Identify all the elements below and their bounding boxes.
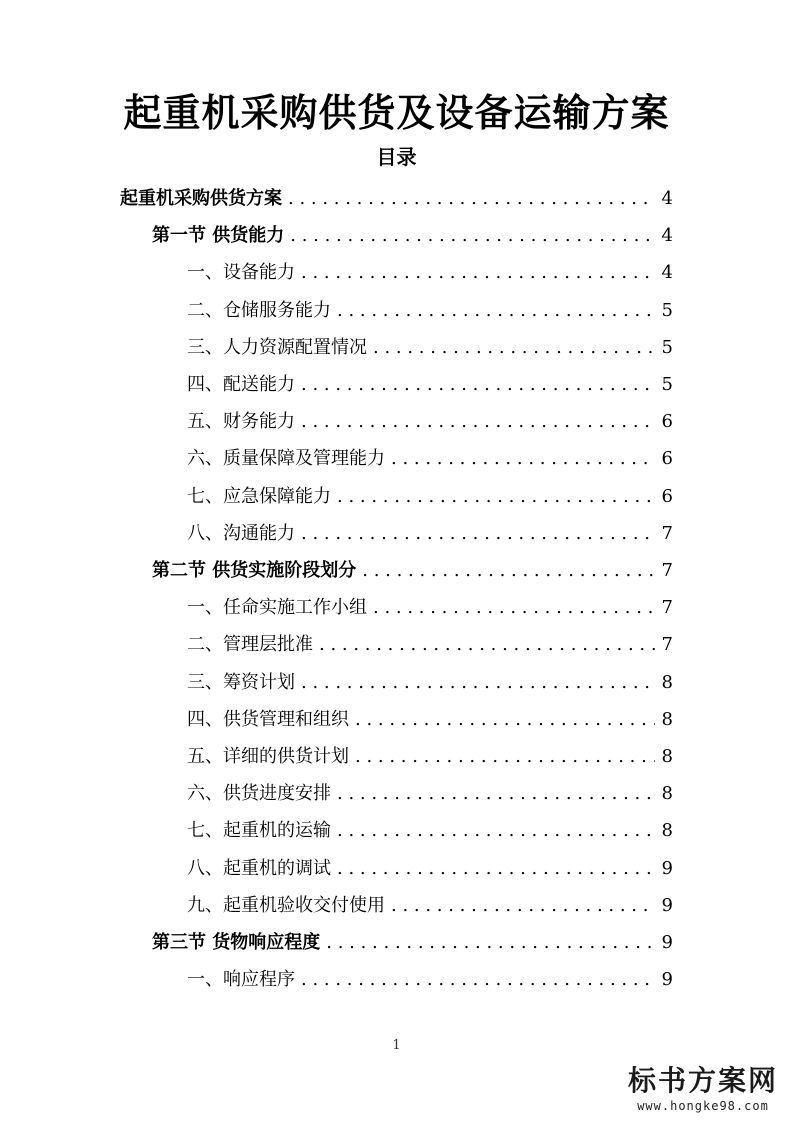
toc-entry[interactable] [187, 626, 673, 663]
toc-entry-page: 7 [661, 522, 673, 544]
toc-entry-page: 6 [661, 448, 673, 470]
toc-entry-page: 5 [661, 336, 673, 358]
toc-dot-leader [373, 329, 655, 366]
toc-entry-page: 5 [661, 299, 673, 321]
toc-entry[interactable] [187, 329, 673, 366]
toc-dot-leader [391, 440, 655, 477]
toc-entry[interactable] [187, 254, 673, 291]
toc-entry-label: 二、管理层批准 [187, 634, 313, 656]
toc-entry-page: 4 [661, 262, 673, 284]
toc-entry-label: 三、筹资计划 [187, 671, 295, 693]
toc-entry-label: 九、起重机验收交付使用 [187, 894, 385, 916]
toc-entry[interactable] [187, 961, 673, 998]
toc-entry[interactable] [152, 217, 673, 254]
toc-entry[interactable] [187, 812, 673, 849]
toc-entry[interactable] [187, 403, 673, 440]
toc-entry-label: 第一节 供货能力 [152, 225, 285, 247]
toc-entry-label: 一、响应程序 [187, 969, 295, 991]
toc-entry-page: 8 [661, 820, 673, 842]
toc-entry-label: 一、设备能力 [187, 262, 295, 284]
toc-dot-leader [362, 552, 655, 589]
toc-entry[interactable] [187, 887, 673, 924]
toc-entry-label: 三、人力资源配置情况 [187, 336, 367, 358]
toc-dot-leader [337, 478, 655, 515]
toc-entry[interactable] [187, 515, 673, 552]
toc-entry-page: 8 [661, 746, 673, 767]
toc-entry-page: 6 [661, 411, 673, 433]
toc-entry[interactable] [187, 440, 673, 477]
toc-dot-leader [288, 180, 655, 217]
toc-entry[interactable] [187, 738, 673, 775]
toc-entry-page: 7 [661, 560, 673, 581]
toc-dot-leader [301, 366, 655, 403]
toc-entry-label: 七、起重机的运输 [187, 820, 331, 842]
toc-entry-page: 9 [661, 932, 673, 953]
toc-entry[interactable] [187, 292, 673, 329]
toc-entry[interactable] [187, 664, 673, 701]
toc-entry-page: 9 [661, 857, 673, 879]
toc-entry-label: 第三节 货物响应程度 [152, 932, 321, 953]
toc-dot-leader [355, 738, 655, 775]
toc-dot-leader [337, 775, 655, 812]
toc-entry-page: 7 [661, 597, 673, 619]
toc-entry[interactable] [187, 850, 673, 887]
toc-entry-page: 7 [661, 634, 673, 656]
toc-entry-label: 二、仓储服务能力 [187, 299, 331, 321]
toc-dot-leader [337, 292, 655, 329]
toc-dot-leader [301, 664, 655, 701]
toc-entry-page: 8 [661, 708, 673, 730]
toc-dot-leader [373, 589, 655, 626]
toc-entry-label: 第二节 供货实施阶段划分 [152, 560, 357, 581]
toc-entry-label: 四、配送能力 [187, 374, 295, 395]
toc-entry[interactable] [187, 775, 673, 812]
toc-entry-label: 六、质量保障及管理能力 [187, 448, 385, 470]
toc-entry-label: 五、详细的供货计划 [187, 746, 349, 767]
toc-entry-label: 六、供货进度安排 [187, 783, 331, 805]
toc-entry-page: 9 [661, 969, 673, 991]
watermark [623, 1064, 783, 1114]
page-number: 1 [392, 1038, 401, 1053]
toc-entry-label: 起重机采购供货方案 [120, 188, 282, 209]
toc-dot-leader [301, 961, 655, 998]
toc-dot-leader [326, 924, 655, 961]
toc-dot-leader [319, 626, 655, 663]
toc-entry[interactable] [187, 478, 673, 515]
toc-entry-label: 八、起重机的调试 [187, 857, 331, 879]
toc-entry[interactable] [187, 701, 673, 738]
toc-entry-label: 五、财务能力 [187, 411, 295, 433]
toc-dot-leader [391, 887, 655, 924]
toc-entry[interactable] [120, 180, 673, 217]
toc-heading: 目录 [376, 145, 417, 169]
toc-entry[interactable] [187, 366, 673, 403]
toc-entry[interactable] [152, 552, 673, 589]
toc-entry-page: 9 [661, 894, 673, 916]
toc-entry[interactable] [187, 589, 673, 626]
toc-dot-leader [290, 217, 655, 254]
toc-dot-leader [301, 254, 655, 291]
toc-entry-page: 6 [661, 485, 673, 507]
toc-dot-leader [301, 515, 655, 552]
toc-entry-page: 4 [661, 225, 673, 247]
toc-dot-leader [337, 850, 655, 887]
toc-entry-page: 8 [661, 671, 673, 693]
page-title: 起重机采购供货及设备运输方案 [123, 90, 670, 135]
toc-entry-page: 8 [661, 783, 673, 805]
toc-entry-page: 5 [661, 374, 673, 395]
toc-dot-leader [301, 403, 655, 440]
toc-entry[interactable] [152, 924, 673, 961]
toc-entry-label: 四、供货管理和组织 [187, 708, 349, 730]
toc-entry-label: 七、应急保障能力 [187, 485, 331, 507]
watermark-url: www.hongke98.com [637, 1099, 769, 1113]
toc-entry-label: 八、沟通能力 [187, 522, 295, 544]
watermark-title: 标书方案网 [627, 1064, 778, 1097]
toc-dot-leader [355, 701, 655, 738]
toc-entry-page: 4 [661, 188, 673, 209]
toc-dot-leader [337, 812, 655, 849]
toc-entry-label: 一、任命实施工作小组 [187, 597, 367, 619]
